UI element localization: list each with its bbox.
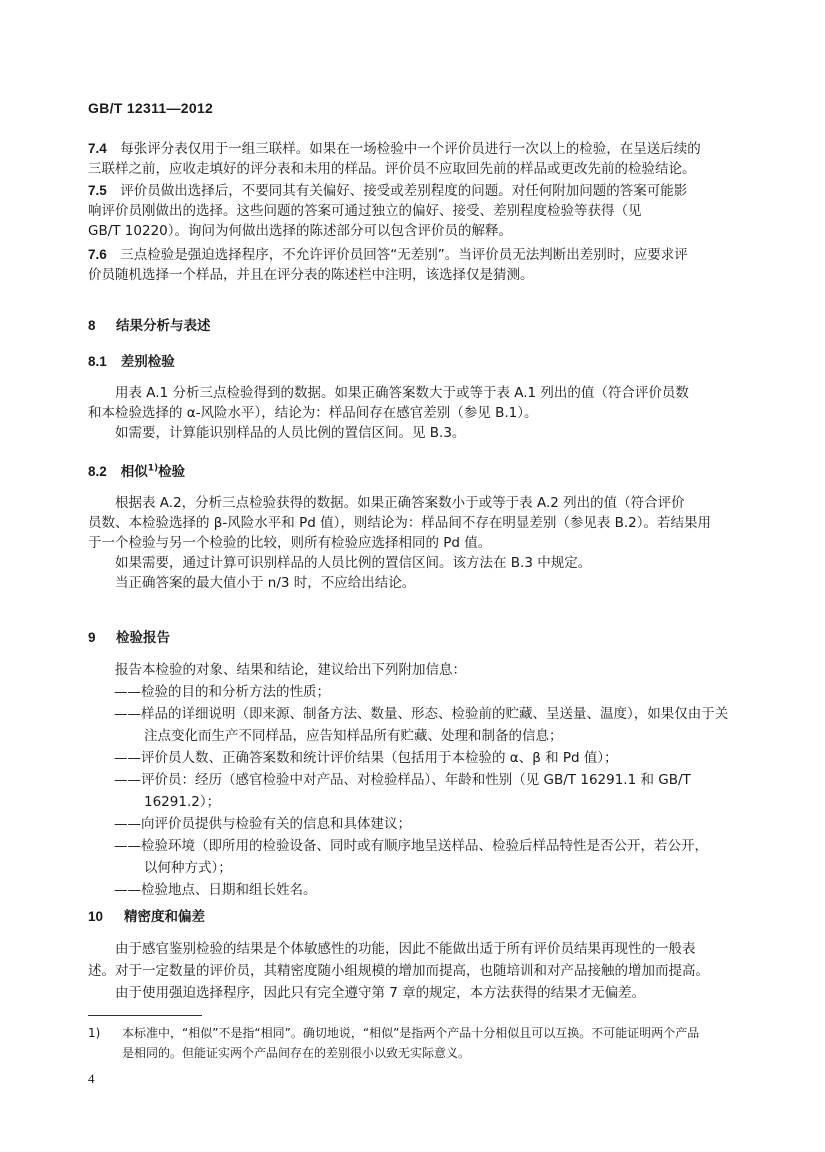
clause-7-5 (88, 181, 743, 241)
paragraph-line: 如果需要，通过计算可识别样品的人员比例的置信区间。该方法在 B.3 中规定。 (115, 555, 592, 571)
section-number: 8.1 (88, 354, 107, 369)
paragraph-line: 如需要，计算能识别样品的人员比例的置信区间。见 B.3。 (115, 425, 466, 441)
list-item: ——检验地点、日期和组长姓名。 (114, 882, 317, 898)
clause-text: 每张评分表仅用于一组三联样。如果在一场检验中一个评价员进行一次以上的检验，在呈送后续的 (120, 141, 701, 157)
section-10-body (88, 938, 743, 1004)
clause-text: 价员随机选择一个样品，并且在评分表的陈述栏中注明，该选择仅是猜测。 (88, 267, 534, 283)
clause-text: 三点检验是强迫选择程序，不允许评价员回答“无差别”。当评价员无法判断出差别时，应要求评 (120, 247, 688, 263)
clause-text: 响评价员刚做出的选择。这些问题的答案可通过独立的偏好、接受、差别程度检验等获得（见 (88, 203, 642, 219)
section-number: 9 (88, 630, 96, 645)
section-number: 10 (88, 909, 104, 924)
standard-header: GB/T 12311—2012 (88, 100, 214, 116)
clause-number: 7.6 (88, 247, 107, 262)
paragraph-line: 于一个检验与另一个检验的比较，则所有检验应选择相同的 Pd 值。 (88, 535, 492, 551)
section-number: 8.2 (88, 464, 107, 479)
report-info-list (88, 659, 743, 901)
section-8-1-body (88, 383, 743, 443)
clause-7-4 (88, 139, 743, 179)
section-title-tail: 检验 (158, 464, 186, 480)
section-9-heading (88, 626, 170, 646)
section-title: 结果分析与表述 (116, 318, 211, 334)
clause-text: GB/T 10220）。询问为何做出选择的陈述部分可以包含评价员的解释。 (88, 223, 513, 239)
clause-7-6 (88, 245, 743, 285)
clause-text: 评价员做出选择后，不要同其有关偏好、接受或差别程度的问题。对任何附加问题的答案可能影 (120, 183, 688, 199)
footnote-mark: 1) (88, 1026, 101, 1040)
paragraph-line: 由于感官鉴别检验的结果是个体敏感性的功能，因此不能做出适于所有评价员结果再现性的一般表 (115, 941, 696, 957)
list-item: ——向评价员提供与检验有关的信息和具体建议； (114, 816, 411, 832)
list-item: ——检验环境（即所用的检验设备、同时或有顺序地呈送样品、检验后样品特性是否公开，若公开， 以何种方式）； (114, 838, 708, 876)
paragraph-line: 和本检验选择的 α-风险水平），结论为：样品间存在感官差别（参见 B.1）。 (88, 405, 538, 421)
section-8-1-heading (88, 350, 175, 370)
footnote (88, 1023, 743, 1063)
footnote-text: 是相同的。但能证实两个产品间存在的差别很小以致无实际意义。 (122, 1046, 471, 1060)
paragraph-line: 述。对于一定数量的评价员，其精密度随小组规模的增加而提高，也随培训和对产品接触的增加而提高。 (88, 963, 709, 979)
list-item: ——评价员人数、正确答案数和统计评价结果（包括用于本检验的 α、β 和 Pd 值）； (114, 750, 618, 766)
clause-number: 7.4 (88, 141, 107, 156)
section-title: 差别检验 (120, 354, 175, 370)
footnote-ref: 1) (147, 463, 159, 474)
list-intro: 报告本检验的对象、结果和结论，建议给出下列附加信息： (115, 662, 466, 678)
list-item: ——评价员：经历（感官检验中对产品、对检验样品）、年龄和性别（见 GB/T 16291.1 和 GB/T 16291.2）； (114, 772, 691, 810)
section-10-heading (88, 905, 205, 925)
footnote-text: 本标准中，“相似”不是指“相同”。确切地说，“相似”是指两个产品十分相似且可以互换。不可能证明两个产品 (122, 1026, 700, 1040)
list-item: ——检验的目的和分析方法的性质； (114, 684, 330, 700)
paragraph-line: 员数、本检验选择的 β-风险水平和 Pd 值），则结论为：样品间不存在明显差别（参见表 B.2）。若结果用 (88, 515, 712, 531)
paragraph-line: 根据表 A.2，分析三点检验获得的数据。如果正确答案数小于或等于表 A.2 列出的值（符合评价 (115, 495, 685, 511)
clause-number: 7.5 (88, 183, 107, 198)
section-8-2-body (88, 493, 743, 593)
paragraph-line: 由于使用强迫选择程序，因此只有完全遵守第 7 章的规定，本方法获得的结果才无偏差。 (115, 985, 646, 1001)
paragraph-line: 用表 A.1 分析三点检验得到的数据。如果正确答案数大于或等于表 A.1 列出的值（符合评价员数 (115, 385, 689, 401)
clause-text: 三联样之前，应收走填好的评分表和未用的样品。评价员不应取回先前的样品或更改先前的检验结论。 (88, 161, 696, 177)
footnote-rule (88, 1015, 202, 1016)
section-number: 8 (88, 318, 96, 333)
page-number: 4 (88, 1071, 95, 1086)
paragraph-line: 当正确答案的最大值小于 n/3 时，不应给出结论。 (115, 575, 416, 591)
section-title: 检验报告 (116, 630, 170, 646)
section-title: 精密度和偏差 (124, 909, 205, 925)
section-title: 相似 (120, 464, 148, 480)
list-item: ——样品的详细说明（即来源、制备方法、数量、形态、检验前的贮藏、呈送量、温度），如果仅由于关 注点变化而生产不同样品，应告知样品所有贮藏、处理和制备的信息； (114, 706, 729, 744)
section-8-2-heading (88, 460, 185, 480)
section-8-heading (88, 314, 211, 334)
